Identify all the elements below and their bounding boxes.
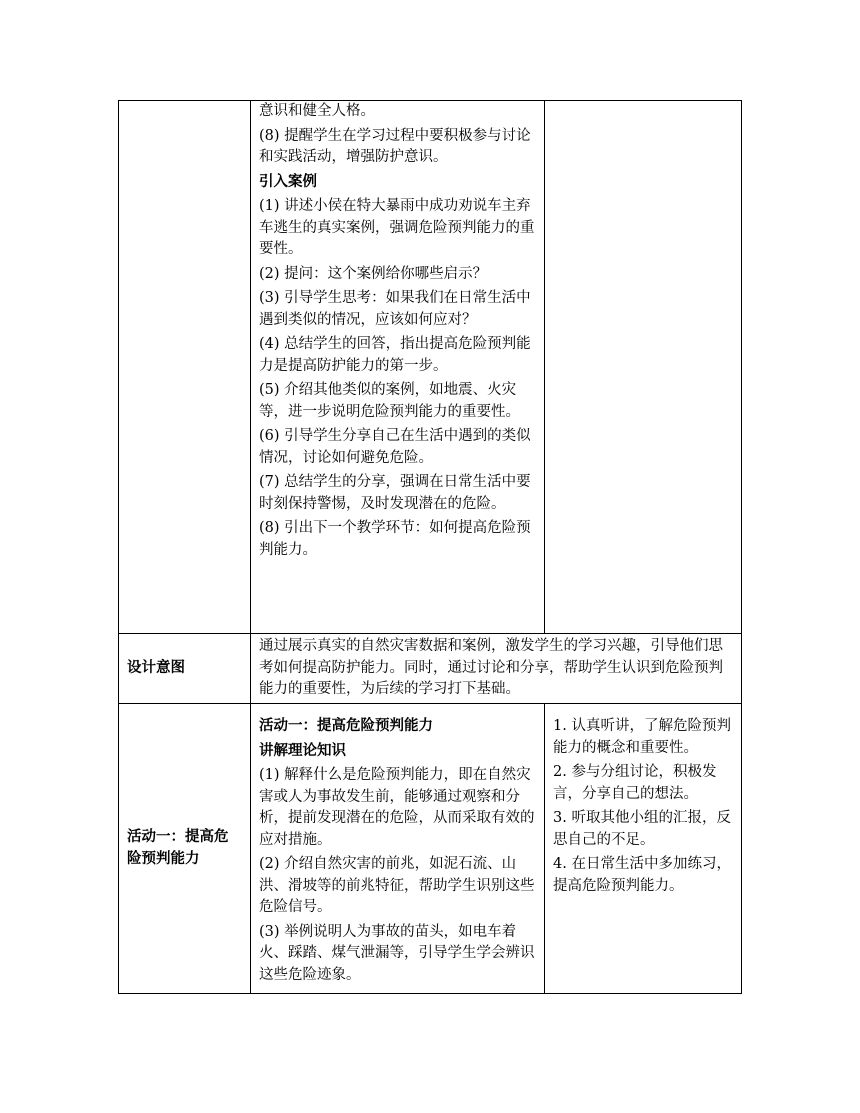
design-intent-text: 通过展示真实的自然灾害数据和案例，激发学生的学习兴趣，引导他们思考如何提高防护能力。同时，通过讨论和分享，帮助学生认识到危险预判能力的重要性，为后续的学习打下基础。 [251, 634, 742, 704]
activity1-subtitle: 讲解理论知识 [259, 742, 346, 759]
table-row [119, 101, 742, 634]
table-row [119, 704, 742, 994]
activity1-content-cell [251, 704, 545, 994]
design-intent-label: 设计意图 [119, 634, 251, 704]
table-row [119, 634, 742, 704]
text-line: (8) 提醒学生在学习过程中要积极参与讨论和实践活动，增强防护意识。 [259, 127, 531, 165]
list-item: (4) 总结学生的回答，指出提高危险预判能力是提高防护能力的第一步。 [259, 336, 531, 374]
student-item: 1. 认真听讲，了解危险预判能力的概念和重要性。 [553, 718, 731, 756]
text-line: 意识和健全人格。 [259, 103, 375, 119]
student-item: 2. 参与分组讨论，积极发言，分享自己的想法。 [553, 764, 717, 802]
list-item: (3) 引导学生思考：如果我们在日常生活中遇到类似的情况，应该如何应对？ [259, 290, 531, 328]
row1-label-cell [119, 101, 251, 634]
activity1-label: 活动一：提高危险预判能力 [119, 704, 251, 994]
list-item: (1) 讲述小侯在特大暴雨中成功劝说车主弃车逃生的真实案例，强调危险预判能力的重要性。 [259, 198, 535, 257]
student-item: 4. 在日常生活中多加练习，提高危险预判能力。 [553, 856, 731, 894]
lesson-plan-table [118, 100, 742, 994]
list-item: (3) 举例说明人为事故的苗头，如电车着火、踩踏、煤气泄漏等，引导学生学会辨识这些危险迹象。 [259, 923, 535, 983]
activity1-student-cell [545, 704, 742, 994]
section-title: 引入案例 [259, 173, 317, 190]
list-item: (1) 解释什么是危险预判能力，即在自然灾害或人为事故发生前，能够通过观察和分析，提前发现潜在的危险，从而采取有效的应对措施。 [259, 767, 535, 848]
list-item: (2) 介绍自然灾害的前兆，如泥石流、山洪、滑坡等的前兆特征，帮助学生识别这些危险信号。 [259, 856, 535, 915]
list-item: (6) 引导学生分享自己在生活中遇到的类似情况，讨论如何避免危险。 [259, 428, 531, 466]
list-item: (5) 介绍其他类似的案例，如地震、火灾等，进一步说明危险预判能力的重要性。 [259, 382, 520, 420]
list-item: (8) 引出下一个教学环节：如何提高危险预判能力。 [259, 520, 531, 558]
row1-student-cell [545, 101, 742, 634]
list-item: (7) 总结学生的分享，强调在日常生活中要时刻保持警惕，及时发现潜在的危险。 [259, 474, 531, 512]
student-item: 3. 听取其他小组的汇报，反思自己的不足。 [553, 810, 731, 848]
list-item: (2) 提问：这个案例给你哪些启示？ [259, 265, 488, 282]
row1-content-cell [251, 101, 545, 634]
activity1-title: 活动一：提高危险预判能力 [259, 718, 433, 734]
